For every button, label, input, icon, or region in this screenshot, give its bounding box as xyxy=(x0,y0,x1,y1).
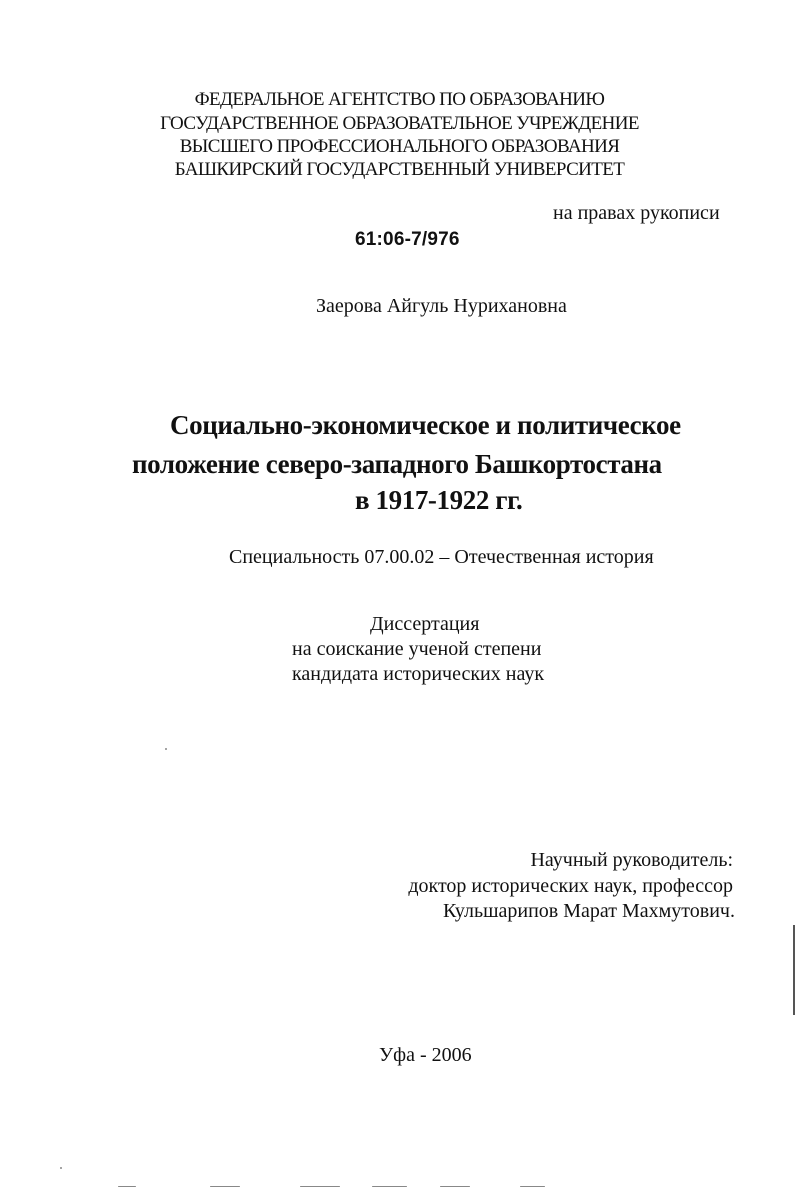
header-line-3: ВЫСШЕГО ПРОФЕССИОНАЛЬНОГО ОБРАЗОВАНИЯ xyxy=(179,136,620,157)
supervisor-name: Кульшарипов Марат Махмутович. xyxy=(443,900,735,922)
catalog-code: 61:06-7/976 xyxy=(355,229,460,250)
scan-speck xyxy=(372,1186,407,1187)
specialty: Специальность 07.00.02 – Отечественная история xyxy=(229,546,654,568)
rights-note: на правах рукописи xyxy=(553,202,720,224)
supervisor-label: Научный руководитель: xyxy=(530,849,733,871)
supervisor-degree: доктор исторических наук, профессор xyxy=(408,875,733,897)
header-line-1: ФЕДЕРАЛЬНОЕ АГЕНТСТВО ПО ОБРАЗОВАНИЮ xyxy=(194,89,605,110)
dissertation-line-3: кандидата исторических наук xyxy=(292,663,545,685)
title-line-3: в 1917-1922 гг. xyxy=(355,485,523,515)
author-name: Заерова Айгуль Нурихановна xyxy=(316,295,567,317)
scan-speck xyxy=(440,1186,470,1187)
scan-speck xyxy=(118,1186,136,1187)
scan-speck xyxy=(60,1167,62,1169)
dissertation-line-2: на соискание ученой степени xyxy=(292,638,542,660)
header-line-4: БАШКИРСКИЙ ГОСУДАРСТВЕННЫЙ УНИВЕРСИТЕТ xyxy=(174,159,625,180)
title-line-1: Социально-экономическое и политическое xyxy=(170,410,681,440)
scan-speck xyxy=(520,1186,545,1187)
title-line-2: положение северо-западного Башкортостана xyxy=(132,449,662,479)
scan-speck xyxy=(300,1186,340,1187)
scan-edge-mark xyxy=(793,925,795,1015)
scan-speck xyxy=(165,748,167,750)
scan-speck xyxy=(210,1186,240,1187)
place-year: Уфа - 2006 xyxy=(379,1044,472,1066)
dissertation-line-1: Диссертация xyxy=(370,613,480,635)
header-line-2: ГОСУДАРСТВЕННОЕ ОБРАЗОВАТЕЛЬНОЕ УЧРЕЖДЕНИЕ xyxy=(160,113,639,134)
